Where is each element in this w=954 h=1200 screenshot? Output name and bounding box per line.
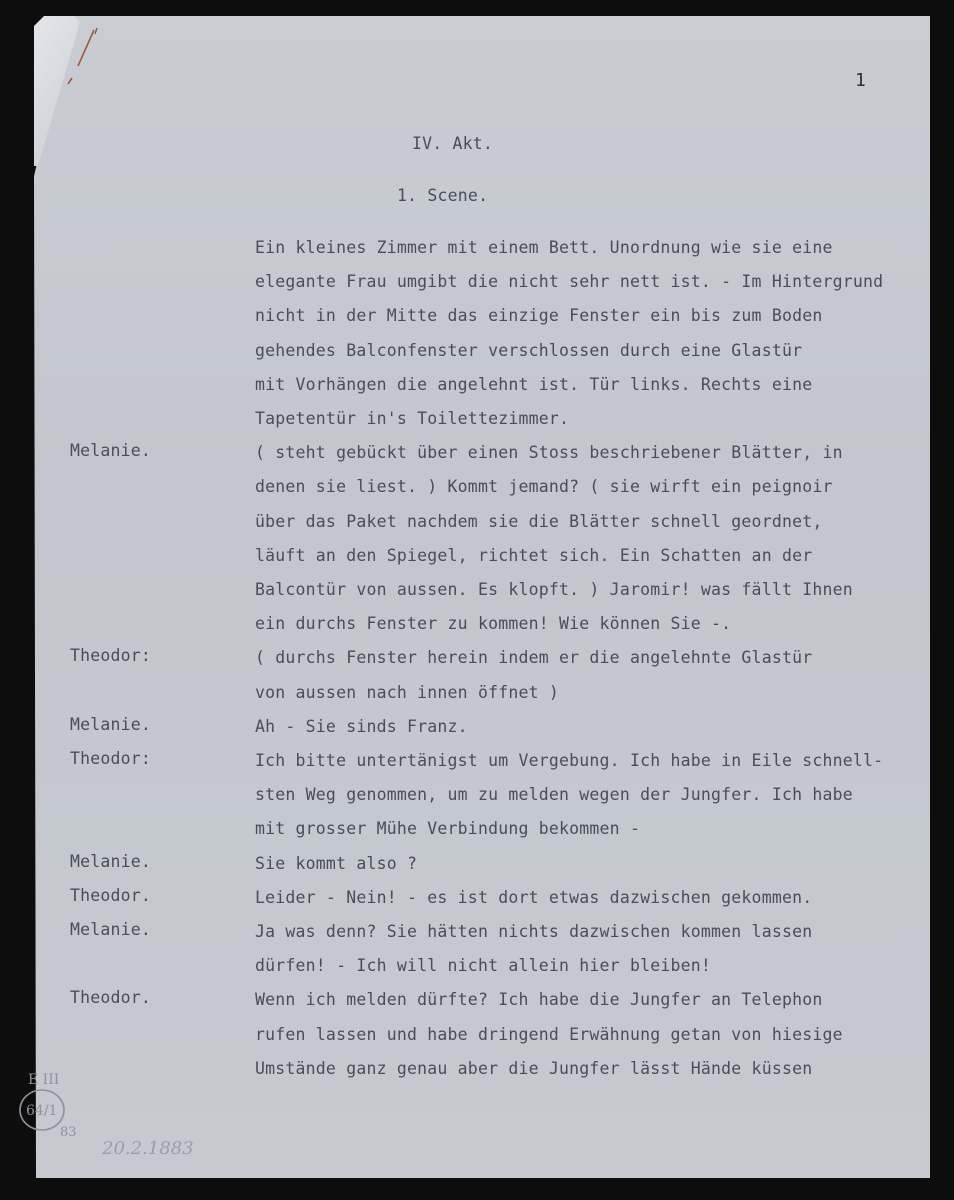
- speaker-label: Melanie.: [70, 852, 152, 871]
- script-line: Ich bitte untertänigst um Vergebung. Ich habe in Eile schnell-: [255, 751, 884, 770]
- script-line: Umstände ganz genau aber die Jungfer lässt Hände küssen: [255, 1059, 813, 1078]
- speaker-label: Theodor.: [70, 886, 152, 905]
- speaker-label: Theodor.: [70, 988, 152, 1007]
- pencil-date: 20.2.1883: [102, 1138, 194, 1159]
- script-line: Tapetentür in's Toilettezimmer.: [255, 409, 570, 428]
- script-line: Ja was denn? Sie hätten nichts dazwischen kommen lassen: [255, 922, 813, 941]
- script-line: sten Weg genommen, um zu melden wegen der Jungfer. Ich habe: [255, 785, 853, 804]
- script-line: mit Vorhängen die angelehnt ist. Tür links. Rechts eine: [255, 375, 813, 394]
- script-line: Ah - Sie sinds Franz.: [255, 717, 468, 736]
- script-line: Balcontür von aussen. Es klopft. ) Jaromir! was fällt Ihnen: [255, 580, 853, 599]
- archive-stamp-icon: [14, 1062, 204, 1172]
- speaker-label: Theodor:: [70, 646, 152, 665]
- script-line: ( durchs Fenster herein indem er die angelehnte Glastür: [255, 648, 813, 667]
- script-line: nicht in der Mitte das einzige Fenster ein bis zum Boden: [255, 306, 823, 325]
- script-line: gehendes Balconfenster verschlossen durch eine Glastür: [255, 341, 803, 360]
- archive-number: 64/1: [26, 1103, 58, 1119]
- script-line: Ein kleines Zimmer mit einem Bett. Unordnung wie sie eine: [255, 238, 833, 257]
- scene-title: 1. Scene.: [397, 186, 489, 205]
- script-line: Sie kommt also ?: [255, 854, 418, 873]
- page-number: 1: [855, 70, 867, 91]
- speaker-label: Melanie.: [70, 715, 152, 734]
- script-line: über das Paket nachdem sie die Blätter schnell geordnet,: [255, 512, 823, 531]
- speaker-label: Theodor:: [70, 749, 152, 768]
- pencil-mark-icon: [64, 26, 104, 86]
- script-line: dürfen! - Ich will nicht allein hier bleiben!: [255, 956, 712, 975]
- script-line: mit grosser Mühe Verbindung bekommen -: [255, 819, 641, 838]
- script-line: elegante Frau umgibt die nicht sehr nett ist. - Im Hintergrund: [255, 272, 884, 291]
- script-line: Leider - Nein! - es ist dort etwas dazwischen gekommen.: [255, 888, 813, 907]
- act-title: IV. Akt.: [412, 134, 494, 153]
- script-line: rufen lassen und habe dringend Erwähnung getan von hiesige: [255, 1025, 843, 1044]
- script-line: denen sie liest. ) Kommt jemand? ( sie wirft ein peignoir: [255, 477, 833, 496]
- script-line: ein durchs Fenster zu kommen! Wie können Sie -.: [255, 614, 732, 633]
- speaker-label: Melanie.: [70, 920, 152, 939]
- speaker-label: Melanie.: [70, 441, 152, 460]
- script-line: ( steht gebückt über einen Stoss beschriebener Blätter, in: [255, 443, 843, 462]
- script-line: von aussen nach innen öffnet ): [255, 683, 560, 702]
- archive-signature: E III: [28, 1072, 60, 1088]
- script-line: Wenn ich melden dürfte? Ich habe die Jungfer an Telephon: [255, 990, 823, 1009]
- script-line: läuft an den Spiegel, richtet sich. Ein Schatten an der: [255, 546, 813, 565]
- archive-sub: 83: [60, 1125, 77, 1140]
